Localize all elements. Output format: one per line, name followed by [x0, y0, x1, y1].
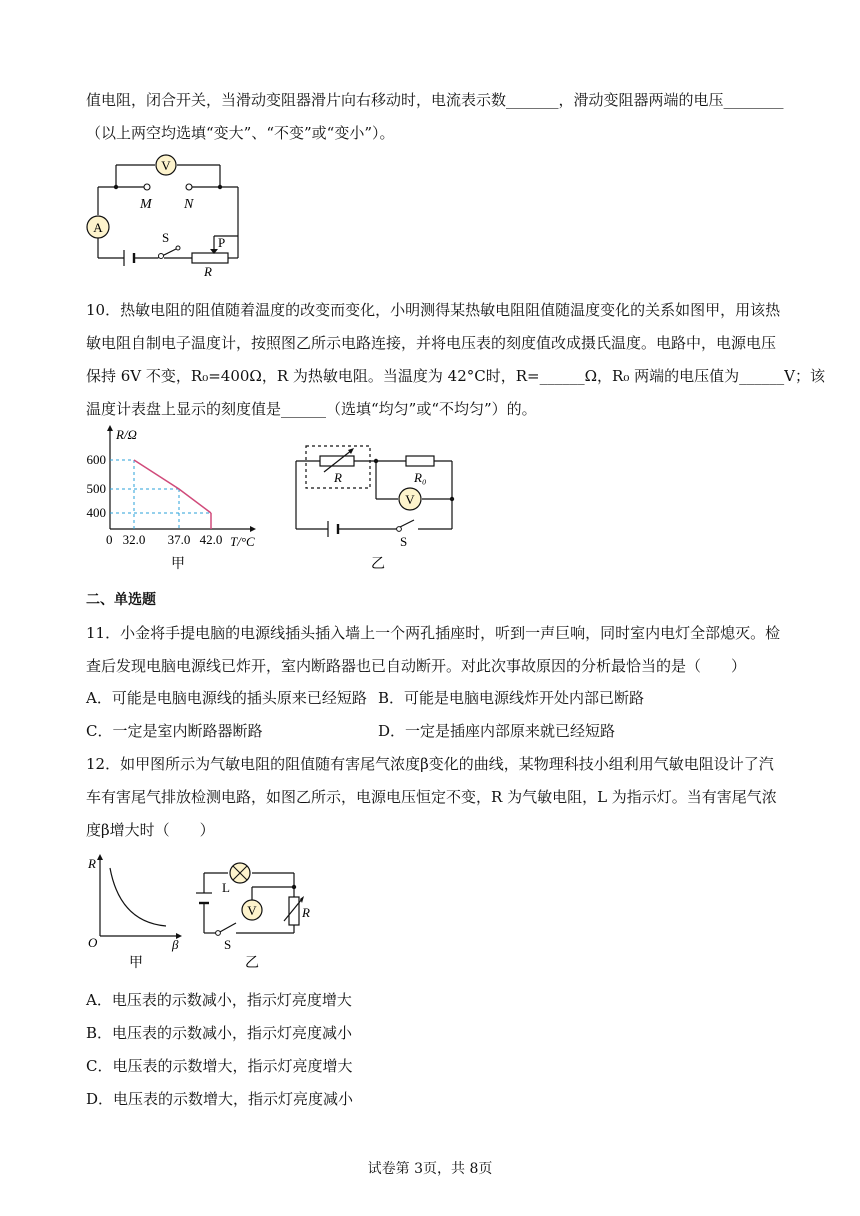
- q11-option-d: D．一定是插座内部原来就已经短路: [378, 722, 616, 740]
- q12-label-lamp: L: [222, 880, 230, 895]
- q9-ammeter-label: A: [93, 220, 103, 235]
- q10-chart-ytick-500: 500: [86, 481, 106, 496]
- q10-text-line2: 敏电阻自制电子温度计，按照图乙所示电路连接，并将电压表的刻度值改成摄氏温度。电路中，电源电压: [86, 334, 777, 352]
- q9-circuit-diagram: [80, 150, 250, 279]
- q10-circuit-caption: 乙: [371, 556, 385, 572]
- q10-chart-ylabel: R/Ω: [116, 427, 137, 442]
- q12-text-line2: 车有害尾气排放检测电路，如图乙所示，电源电压恒定不变，R 为气敏电阻，L 为指示灯。当有害尾气浓: [86, 788, 777, 806]
- q10-chart-xtick-32: 32.0: [122, 532, 146, 547]
- q12-label-s: S: [224, 937, 232, 952]
- q11-option-a: A．可能是电脑电源线的插头原来已经短路: [86, 689, 367, 707]
- q10-resistance-temperature-graph: [80, 425, 270, 575]
- q10-chart-xtick-42: 42.0: [199, 532, 223, 547]
- q10-chart-xtick-37: 37.0: [167, 532, 191, 547]
- q12-voltmeter-label: V: [247, 903, 257, 918]
- section-title-single-choice: 二、单选题: [86, 592, 156, 608]
- q10-chart-ytick-600: 600: [86, 452, 106, 467]
- q12-graph-caption: 甲: [129, 955, 143, 971]
- q10-voltmeter-label: V: [405, 492, 415, 507]
- q10-thermometer-circuit: [290, 440, 470, 575]
- q10-text-line1: 10．热敏电阻的阻值随着温度的改变而变化，小明测得某热敏电阻阻值随温度变化的关系如图甲，用该热: [86, 301, 781, 319]
- q12-option-a: A．电压表的示数减小，指示灯亮度增大: [86, 991, 352, 1009]
- q9-label-m: M: [140, 197, 152, 212]
- q9-voltmeter-label: V: [161, 158, 171, 173]
- q12-graph-origin: O: [88, 935, 98, 950]
- q9-text-line1: 值电阻，闭合开关，当滑动变阻器滑片向右移动时，电流表示数_______，滑动变阻器两端的电压________: [86, 91, 784, 109]
- q9-label-p: P: [218, 235, 226, 250]
- q11-option-b: B．可能是电脑电源线炸开处内部已断路: [378, 689, 645, 707]
- q10-label-r: R: [334, 470, 342, 485]
- q10-chart-origin: 0: [106, 532, 113, 547]
- q12-text-line3: 度β增大时（ ）: [86, 821, 215, 839]
- q10-chart-xlabel: T/°C: [230, 534, 255, 549]
- q10-text-line4: 温度计表盘上显示的刻度值是______（选填“均匀”或“不均匀”）的。: [86, 400, 537, 418]
- q9-label-r: R: [204, 264, 212, 279]
- q9-label-n: N: [184, 197, 194, 212]
- q12-label-r: R: [302, 905, 310, 920]
- q12-graph-ylabel: R: [88, 856, 96, 871]
- q10-label-r0: R₀: [414, 470, 427, 485]
- q9-label-s: S: [162, 230, 170, 245]
- q12-resistance-concentration-graph: [80, 850, 190, 975]
- q11-option-c: C．一定是室内断路器断路: [86, 722, 263, 740]
- q12-option-d: D．电压表的示数增大，指示灯亮度减小: [86, 1090, 354, 1108]
- q11-text-line2: 查后发现电脑电源线已炸开，室内断路器也已自动断开。对此次事故原因的分析最恰当的是（ ）: [86, 657, 747, 675]
- page-footer: 试卷第 3页，共 8页: [367, 1161, 493, 1177]
- q12-circuit-caption: 乙: [245, 955, 259, 971]
- q12-option-b: B．电压表的示数减小，指示灯亮度减小: [86, 1024, 353, 1042]
- q12-detection-circuit: [190, 855, 320, 975]
- q12-graph-xlabel: β: [172, 937, 179, 952]
- q12-text-line1: 12．如甲图所示为气敏电阻的阻值随有害尾气浓度β变化的曲线，某物理科技小组利用气敏电阻设计了汽: [86, 755, 774, 773]
- q10-chart-caption: 甲: [171, 556, 185, 572]
- q10-text-line3: 保持 6V 不变，R₀=400Ω，R 为热敏电阻。当温度为 42°C时，R=______Ω，R₀ 两端的电压值为______V；该: [86, 367, 825, 385]
- q9-text-line2: （以上两空均选填“变大”、“不变”或“变小”）。: [86, 124, 395, 142]
- q10-chart-ytick-400: 400: [86, 505, 106, 520]
- q11-text-line1: 11．小金将手提电脑的电源线插头插入墙上一个两孔插座时，听到一声巨响，同时室内电灯全部熄灭。检: [86, 624, 781, 642]
- q10-label-s: S: [400, 534, 408, 549]
- q12-option-c: C．电压表的示数增大，指示灯亮度增大: [86, 1057, 353, 1075]
